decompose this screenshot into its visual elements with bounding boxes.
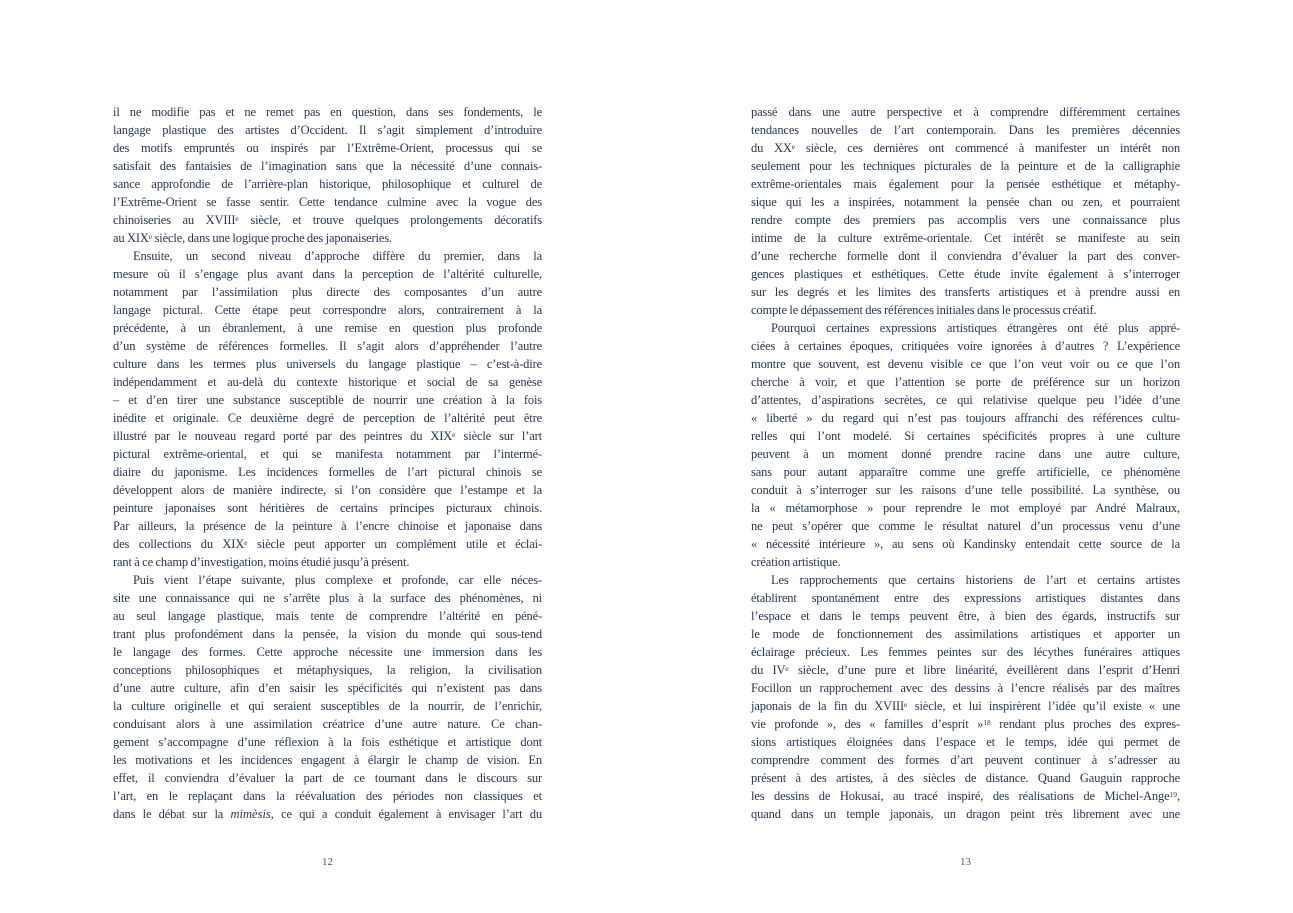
text-line: au seul langage plastique, mais tente de comprendre l’altérité en péné-: [113, 609, 542, 623]
text-line: « nécessité intérieure », au sens où Kandinsky entendait cette source de la: [751, 537, 1180, 551]
text-line: le langage des formes. Cette approche nécessite une immersion dans les: [113, 645, 542, 659]
text-line: peinture japonaises sont héritières de certains principes picturaux chinois.: [113, 501, 542, 515]
text-line: l’art, en le replaçant dans la réévaluation des périodes non classiques et: [113, 789, 542, 803]
text-line: ne peut s’opérer que comme le résultat naturel d’un processus venu d’une: [751, 519, 1180, 533]
text-line: éclairage précieux. Les femmes peintes sur des lécythes funéraires attiques: [751, 645, 1180, 659]
text-line: inédite et originale. Ce deuxième degré de perception de l’altérité peut être: [113, 411, 542, 425]
text-line: d’une autre culture, afin d’en saisir les spécificités qui n’existent pas dans: [113, 681, 542, 695]
text-line: diaire du japonisme. Les incidences formelles de l’art pictural chinois se: [113, 465, 542, 479]
text-line: ciées à certaines époques, critiquées voire ignorées à d’autres ? L’expérience: [751, 339, 1180, 353]
text-line: cherche à voir, et que l’attention se porte de préférence sur un horizon: [751, 375, 1180, 389]
text-line: sur les degrés et les limites des transferts artistiques et à prendre aussi en: [751, 285, 1180, 299]
text-line: l’espace et dans le temps peuvent être, à bien des égards, instructifs sur: [751, 609, 1180, 623]
text-line: d’un système de références formelles. Il s’agit alors d’appréhender l’autre: [113, 339, 542, 353]
text-line: peuvent à un moment donné prendre racine dans une autre culture,: [751, 447, 1180, 461]
text-line: création artistique.: [751, 555, 841, 569]
text-line: japonais de la fin du XVIIIe siècle, et lui inspirèrent l’idée qu’il existe « une: [751, 699, 1180, 713]
text-line: du IVe siècle, d’une pure et libre linéarité, éveillèrent dans l’esprit d’Henri: [751, 663, 1180, 677]
text-line: développent alors de manière indirecte, si l’on considère que l’estampe et la: [113, 483, 542, 497]
text-line: langage plastique des artistes d’Occident. Il s’agit simplement d’introduire: [113, 123, 542, 137]
text-line: trant plus profondément dans la pensée, la vision du monde qui sous-tend: [113, 627, 542, 641]
text-line: montre que souvent, est devenu visible ce que l’on veut voir ou ce que l’on: [751, 357, 1180, 371]
text-line: culture dans les termes plus universels du langage plastique – c’est-à-dire: [113, 357, 542, 371]
text-line: du XXe siècle, ces dernières ont commencé à manifester un intérêt non: [751, 141, 1180, 155]
text-line: rant à ce champ d’investigation, moins étudié jusqu’à présent.: [113, 555, 410, 569]
text-line: compte le dépassement des références initiales dans le processus créatif.: [751, 303, 1097, 317]
text-line: au XIXe siècle, dans une logique proche des japonaiseries.: [113, 231, 392, 245]
text-line: « liberté » du regard qui n’est pas toujours affranchi des références cultu-: [751, 411, 1180, 425]
text-line: intime de la culture extrême-orientale. Cet intérêt se manifeste au sein: [751, 231, 1180, 245]
text-line: des collections du XIXe siècle peut apporter un complément utile et éclai-: [113, 537, 542, 551]
text-line: la « métamorphose » pour reprendre le mot employé par André Malraux,: [751, 501, 1180, 515]
text-line: vie profonde », des « familles d’esprit »$^{18}$ rendant plus proches des expres-: [751, 717, 1180, 731]
text-line: les motivations et les incidences engagent à élargir le champ de vision. En: [113, 753, 542, 767]
text-line: précédente, à un ébranlement, à une remise en question plus profonde: [113, 321, 542, 335]
text-line: Puis vient l’étape suivante, plus complexe et profonde, car elle néces-: [133, 573, 542, 587]
text-line: chinoiseries au XVIIIe siècle, et trouve quelques prolongements décoratifs: [113, 213, 542, 227]
text-line: gement s’accompagne d’une réflexion à la fois esthétique et artistique dont: [113, 735, 542, 749]
text-line: langage pictural. Cette étape peut correspondre alors, contrairement à la: [113, 303, 542, 317]
text-line: – et d’en tirer une substance susceptible de nourrir une création à la fois: [113, 393, 542, 407]
text-line: relles qui l’ont modelé. Si certaines spécificités propres à une culture: [751, 429, 1180, 443]
text-line: Ensuite, un second niveau d’approche diffère du premier, dans la: [133, 249, 542, 263]
text-line: gences plastiques et esthétiques. Cette étude invite également à s’interroger: [751, 267, 1180, 281]
text-line: indépendamment et au-delà du contexte historique et social de sa genèse: [113, 375, 542, 389]
page-left-text-block: [113, 103, 542, 823]
text-line: illustré par le nouveau regard porté par des peintres du XIXe siècle sur l’art: [113, 429, 542, 443]
text-line: conduisant alors à une assimilation créatrice d’une autre nature. Ce chan-: [113, 717, 542, 731]
text-line: Les rapprochements que certains historiens de l’art et certains artistes: [771, 573, 1180, 587]
text-line: quand dans un temple japonais, un dragon peint très librement avec une: [751, 807, 1180, 821]
text-line: rendre compte des premiers pas accomplis vers une connaissance plus: [751, 213, 1180, 227]
text-line: notamment par l’assimilation plus directe des composantes d’un autre: [113, 285, 542, 299]
text-line: comprendre comment des formes d’art peuvent continuer à s’adresser au: [751, 753, 1180, 767]
text-line: passé dans une autre perspective et à comprendre différemment certaines: [751, 105, 1180, 119]
text-line: les dessins de Hokusai, au tracé inspiré, des réalisations de Michel-Ange$^{19}$,: [751, 789, 1180, 803]
text-line: Focillon un rapprochement avec des dessins à l’encre réalisés par des maîtres: [751, 681, 1180, 695]
page-number-right: 13: [960, 856, 971, 868]
page-right-text-block: [751, 103, 1180, 823]
text-line: présent à des artistes, à des siècles de distance. Quand Gauguin rapproche: [751, 771, 1180, 785]
text-line: des motifs empruntés ou inspirés par l’Extrême-Orient, processus qui se: [113, 141, 542, 155]
text-line: il ne modifie pas et ne remet pas en question, dans ses fondements, le: [113, 105, 542, 119]
text-line: conceptions philosophiques et métaphysiques, la religion, la civilisation: [113, 663, 542, 677]
text-line: extrême-orientales mais également pour la pensée esthétique et métaphy-: [751, 177, 1180, 191]
text-line: d’attentes, d’aspirations secrètes, ce qui relativise quelque peu l’idée d’une: [751, 393, 1180, 407]
text-line: sance approfondie de l’arrière-plan historique, philosophique et culturel de: [113, 177, 542, 191]
text-line: le mode de fonctionnement des assimilations artistiques et apporter un: [751, 627, 1180, 641]
text-line: sans pour autant apparaître comme une greffe artificielle, ce phénomène: [751, 465, 1180, 479]
text-line: seulement pour les techniques picturales de la peinture et de la calligraphie: [751, 159, 1180, 173]
page-number-left: 12: [322, 856, 333, 868]
text-line: pictural extrême-oriental, et qui se manifesta notamment par l’intermé-: [113, 447, 542, 461]
text-line: l’Extrême-Orient se fasse sentir. Cette tendance culmine avec la vogue des: [113, 195, 542, 209]
text-line: sique qui les a inspirées, notamment la pensée chan ou zen, et pourraient: [751, 195, 1180, 209]
text-line: satisfait des fantaisies de l’imagination sans que la nécessité d’une connais-: [113, 159, 542, 173]
text-line: sions artistiques éloignées dans l’espace et le temps, idée qui permet de: [751, 735, 1180, 749]
text-line: Pourquoi certaines expressions artistiques étrangères ont été plus appré-: [771, 321, 1180, 335]
text-line: site une connaissance qui ne s’arrête plus à la surface des phénomènes, ni: [113, 591, 542, 605]
text-line: conduit à s’interroger sur les raisons d’une telle possibilité. La synthèse, ou: [751, 483, 1180, 497]
text-line: effet, il conviendra d’évaluer la part de ce tournant dans le discours sur: [113, 771, 542, 785]
text-line: mesure où il s’engage plus avant dans la perception de l’altérité culturelle,: [113, 267, 542, 281]
text-line: dans le débat sur la mimèsis, ce qui a conduit également à envisager l’art du: [113, 807, 542, 821]
text-line: la culture originelle et qui seraient susceptibles de la nourrir, de l’enrichir,: [113, 699, 542, 713]
text-line: tendances nouvelles de l’art contemporain. Dans les premières décennies: [751, 123, 1180, 137]
text-line: d’une recherche formelle dont il conviendra d’évaluer la part des conver-: [751, 249, 1180, 263]
text-line: établirent spontanément entre des expressions artistiques distantes dans: [751, 591, 1180, 605]
text-line: Par ailleurs, la présence de la peinture à l’encre chinoise et japonaise dans: [113, 519, 542, 533]
